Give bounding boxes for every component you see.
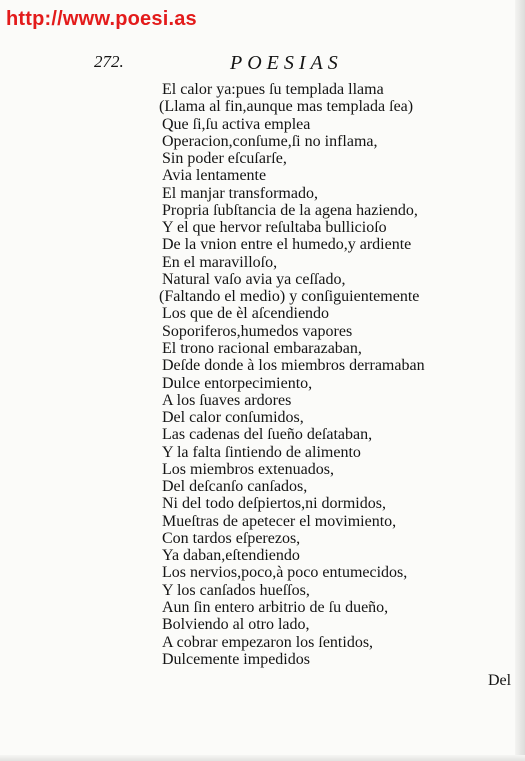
verse-line: Los miembros extenuados,: [162, 460, 334, 478]
verse-line: En el maravilloſo,: [162, 253, 278, 271]
verse-line: Las cadenas del ſueño deſataban,: [162, 426, 373, 444]
verse-line: Ni del todo deſpiertos,ni dormidos,: [162, 495, 386, 513]
catchword: Del: [488, 672, 512, 689]
verse-line: Y la falta ſintiendo de alimento: [162, 443, 361, 461]
verse-line: Ya daban,eſtendiendo: [162, 547, 300, 565]
page-bottom-shadow: [0, 755, 525, 761]
watermark-url: http://www.poesi.as: [6, 8, 197, 30]
page-number: 272.: [94, 52, 124, 71]
verse-line: Del deſcanſo canſados,: [162, 478, 308, 496]
page-edge-shadow: [515, 0, 525, 761]
verse-line: Dulcemente impedidos: [162, 650, 310, 668]
verse-line: Sin poder eſcuſarſe,: [162, 150, 287, 168]
verse-line: (Llama al fin,aunque mas templada ſea): [159, 98, 414, 116]
poem-text: [159, 81, 425, 668]
verse-line: A los ſuaves ardores: [162, 391, 292, 409]
verse-line: Los que de èl aſcendiendo: [162, 305, 330, 323]
verse-line: Aun ſin entero arbitrio de ſu dueño,: [162, 598, 389, 616]
verse-line: Soporiferos,humedos vapores: [162, 322, 353, 340]
verse-line: Que ſi,ſu activa emplea: [162, 115, 311, 133]
verse-line: (Faltando el medio) y conſiguientemente: [159, 288, 420, 306]
verse-line: Natural vaſo avia ya ceſſado,: [162, 270, 346, 288]
verse-line: Dulce entorpecimiento,: [162, 374, 313, 392]
verse-line: Del calor conſumidos,: [162, 409, 304, 427]
verse-line: Operacion,conſume,ſi no inflama,: [162, 132, 378, 150]
verse-line: Avia lentamente: [162, 167, 267, 185]
verse-line: Los nervios,poco,à poco entumecidos,: [162, 564, 408, 582]
verse-line: De la vnion entre el humedo,y ardiente: [162, 236, 412, 254]
verse-line: Y los canſados hueſſos,: [162, 581, 310, 599]
verse-line: El calor ya:pues ſu templada llama: [162, 81, 384, 98]
verse-line: El trono racional embarazaban,: [162, 339, 362, 357]
verse-line: A cobrar empezaron los ſentidos,: [162, 633, 374, 651]
verse-line: Deſde donde à los miembros derramaban: [162, 357, 425, 375]
running-title: POESIAS: [230, 52, 343, 74]
verse-line: Bolviendo al otro lado,: [162, 616, 310, 634]
verse-line: Y el que hervor reſultaba bullicioſo: [162, 219, 387, 237]
verse-line: Propria ſubſtancia de la agena haziendo,: [162, 201, 418, 219]
verse-line: El manjar transformado,: [162, 184, 318, 202]
verse-line: Mueſtras de apetecer el movimiento,: [162, 512, 397, 530]
verse-line: Con tardos eſperezos,: [162, 529, 301, 547]
